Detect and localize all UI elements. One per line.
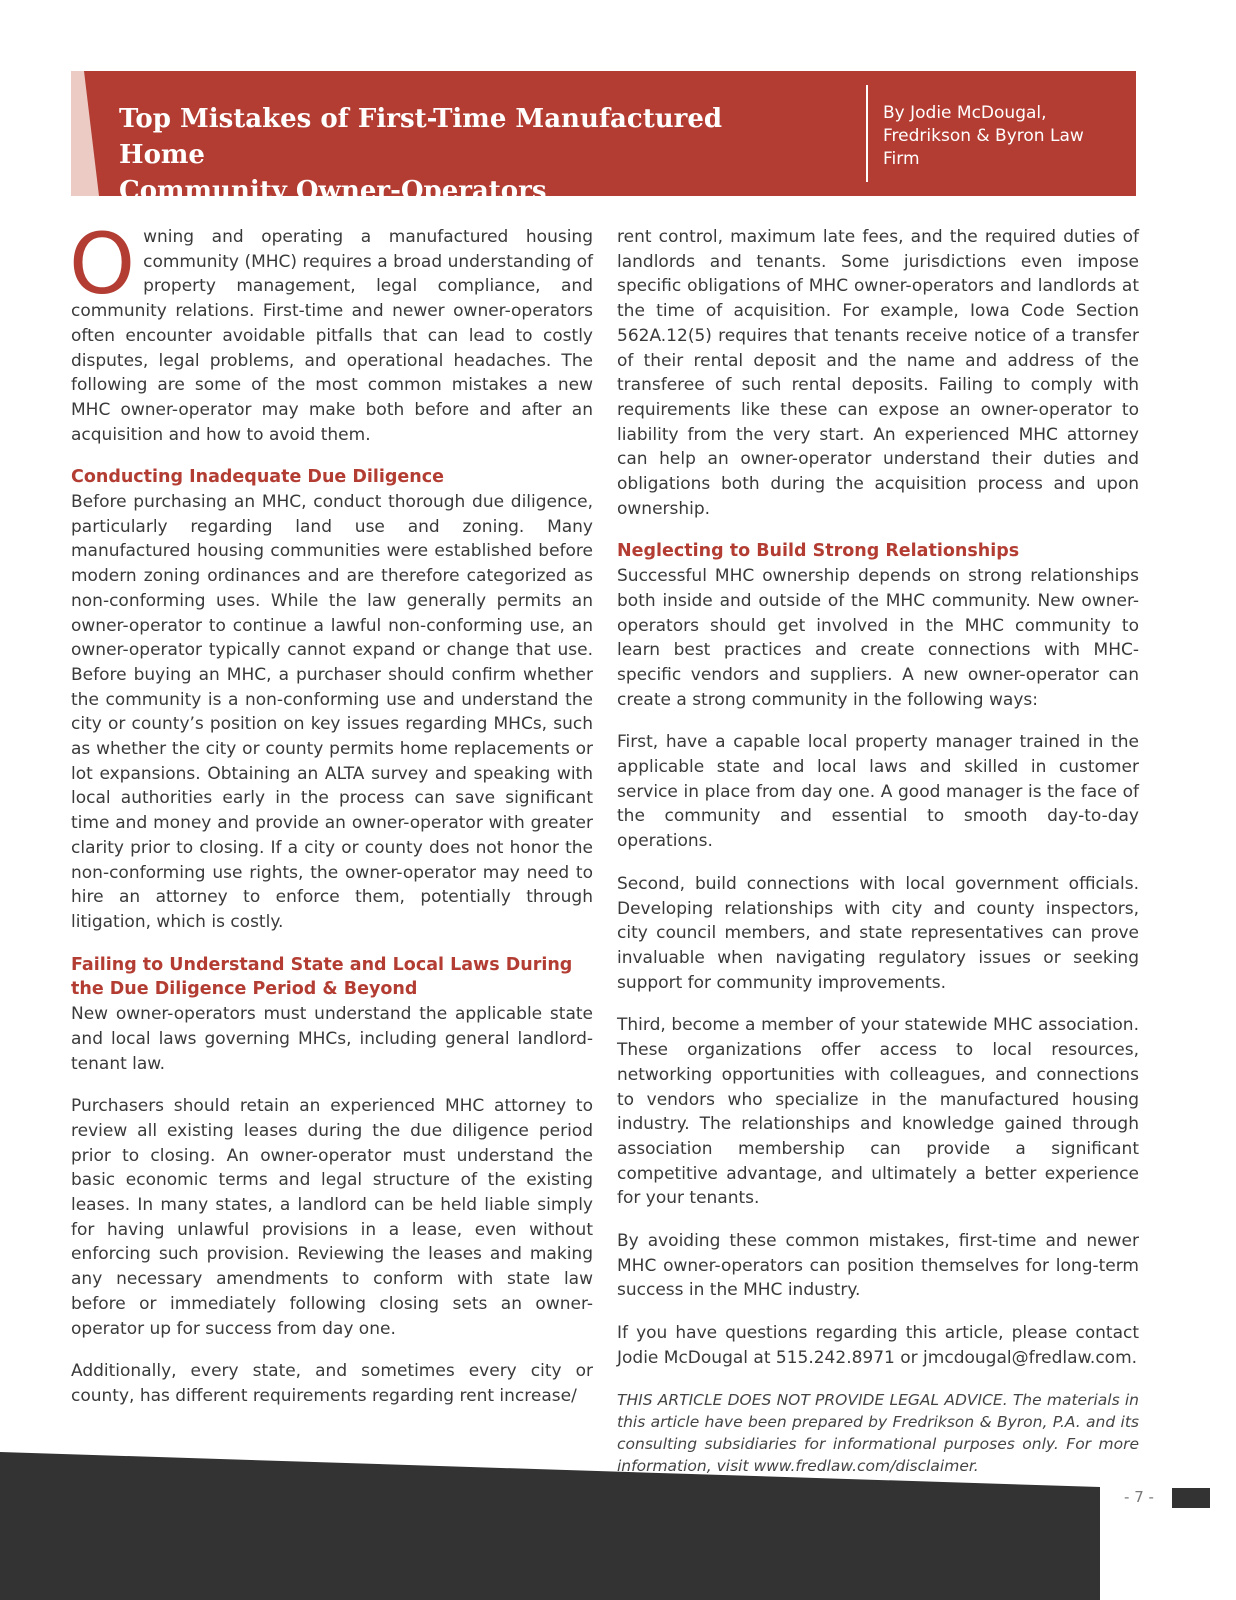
paragraph-requirements: Additionally, every state, and sometimes every city or county, has different requirements regarding rent increase/ xyxy=(71,1361,593,1406)
paragraph-relationships: Successful MHC ownership depends on strong relationships both inside and outside of the MHC community. New owner-operators should get involved in the MHC community to learn best practices and create connections with MHC-specific vendors and suppliers. A new owner-operator can create a strong community in the following ways: xyxy=(617,566,1139,710)
paragraph-second: Second, build connections with local government officials. Developing relationships with city and county inspectors, city council members, and state representatives can prove invaluable when navigating regulatory issues or seeking support for community improvements. xyxy=(617,873,1139,993)
section-heading-state-local-laws: Failing to Understand State and Local Laws During the Due Diligence Period & Beyond xyxy=(71,954,573,1000)
footer-shape xyxy=(0,1452,1236,1600)
paragraph-due-diligence: Before purchasing an MHC, conduct thorough due diligence, particularly regarding land use and zoning. Many manufactured housing communities were established before modern zoning ordinances and are therefore categorized as non-conforming uses. While the law generally permits an owner-operator to continue a lawful non-conforming use, an owner-operator typically cannot expand or change that use. Before buying an MHC, a purchaser should confirm whether the community is a non-conforming use and understand the city or county’s position on key issues regarding MHCs, such as whether the city or county permits home replacements or lot expansions. Obtaining an ALTA survey and speaking with local authorities early in the process can save significant time and money and provide an owner-operator with greater clarity prior to closing. If a city or county does not honor the non-conforming use rights, the owner-operator may need to hire an attorney to enforce them, potentially through litigation, which is costly. xyxy=(71,492,593,932)
paragraph-contact: If you have questions regarding this article, please contact Jodie McDougal at 515.242.8971 or jmcdougal@fredlaw.com. xyxy=(617,1323,1139,1368)
banner-divider xyxy=(866,85,868,182)
legal-disclaimer: THIS ARTICLE DOES NOT PROVIDE LEGAL ADVICE. The materials in this article have been prepared by Fredrikson & Byron, P.A. and its consulting subsidiaries for informational purposes only. For more information, visit www.fredlaw.com/disclaimer. xyxy=(617,1390,1139,1475)
title-line-2: Community Owner-Operators xyxy=(119,176,547,206)
byline-line-2: Fredrikson & Byron Law xyxy=(883,126,1084,146)
section-heading-due-diligence: Conducting Inadequate Due Diligence xyxy=(71,467,444,488)
footer-bar xyxy=(0,1452,1236,1600)
byline xyxy=(883,102,1093,171)
paragraph-third: Third, become a member of your statewide MHC association. These organizations offer access to local resources, networking opportunities with colleagues, and connections to vendors who specialize in the manufactured housing industry. The relationships and knowledge gained through association membership can provide a significant competitive advantage, and ultimately a better experience for your tenants. xyxy=(617,1015,1139,1209)
left-column xyxy=(69,215,593,1427)
byline-line-3: Firm xyxy=(883,149,920,169)
paragraph-conclusion: By avoiding these common mistakes, first-time and newer MHC owner-operators can position themselves for long-term success in the MHC industry. xyxy=(617,1231,1139,1301)
page-number: - 7 - xyxy=(1124,1488,1154,1506)
right-column xyxy=(617,225,1139,1495)
article-title xyxy=(119,101,809,209)
article-banner xyxy=(71,71,1136,206)
paragraph-first: First, have a capable local property manager trained in the applicable state and local laws and skilled in customer service in place from day one. A good manager is the face of the community and essential to smooth day-to-day operations. xyxy=(617,732,1139,852)
drop-cap: O xyxy=(69,215,136,313)
section-heading-relationships: Neglecting to Build Strong Relationships xyxy=(617,541,1020,562)
intro-text: wning and operating a manufactured housing community (MHC) requires a broad understanding of property management, legal compliance, and community relations. First-time and newer owner-operators often encounter avoidable pitfalls that can lead to costly disputes, legal problems, and operational headaches. The following are some of the most common mistakes a new MHC owner-operator may make both before and after an acquisition and how to avoid them. xyxy=(71,227,593,445)
byline-line-1: By Jodie McDougal, xyxy=(883,103,1047,123)
title-line-1: Top Mistakes of First-Time Manufactured Home xyxy=(119,104,723,170)
intro-paragraph xyxy=(69,215,593,447)
paragraph-laws-intro: New owner-operators must understand the applicable state and local laws governing MHCs, including general landlord-tenant law. xyxy=(71,1004,593,1074)
paragraph-leases: Purchasers should retain an experienced MHC attorney to review all existing leases during the due diligence period prior to closing. An owner-operator must understand the basic economic terms and legal structure of the existing leases. In many states, a landlord can be held liable simply for having unlawful provisions in a lease, even without enforcing such provision. Reviewing the leases and making any necessary amendments to conform with state law before or immediately following closing sets an owner-operator up for success from day one. xyxy=(71,1096,593,1339)
page-tab-marker xyxy=(1172,1488,1210,1508)
paragraph-rent-control: rent control, maximum late fees, and the required duties of landlords and tenants. Some jurisdictions even impose specific obligations of MHC owner-operators and landlords at the time of acquisition. For example, Iowa Code Section 562A.12(5) requires that tenants receive notice of a transfer of their rental deposit and the name and address of the transferee of such rental deposits. Failing to comply with requirements like these can expose an owner-operator to liability from the very start. An experienced MHC attorney can help an owner-operator understand their duties and obligations both during the acquisition process and upon ownership. xyxy=(617,227,1139,519)
